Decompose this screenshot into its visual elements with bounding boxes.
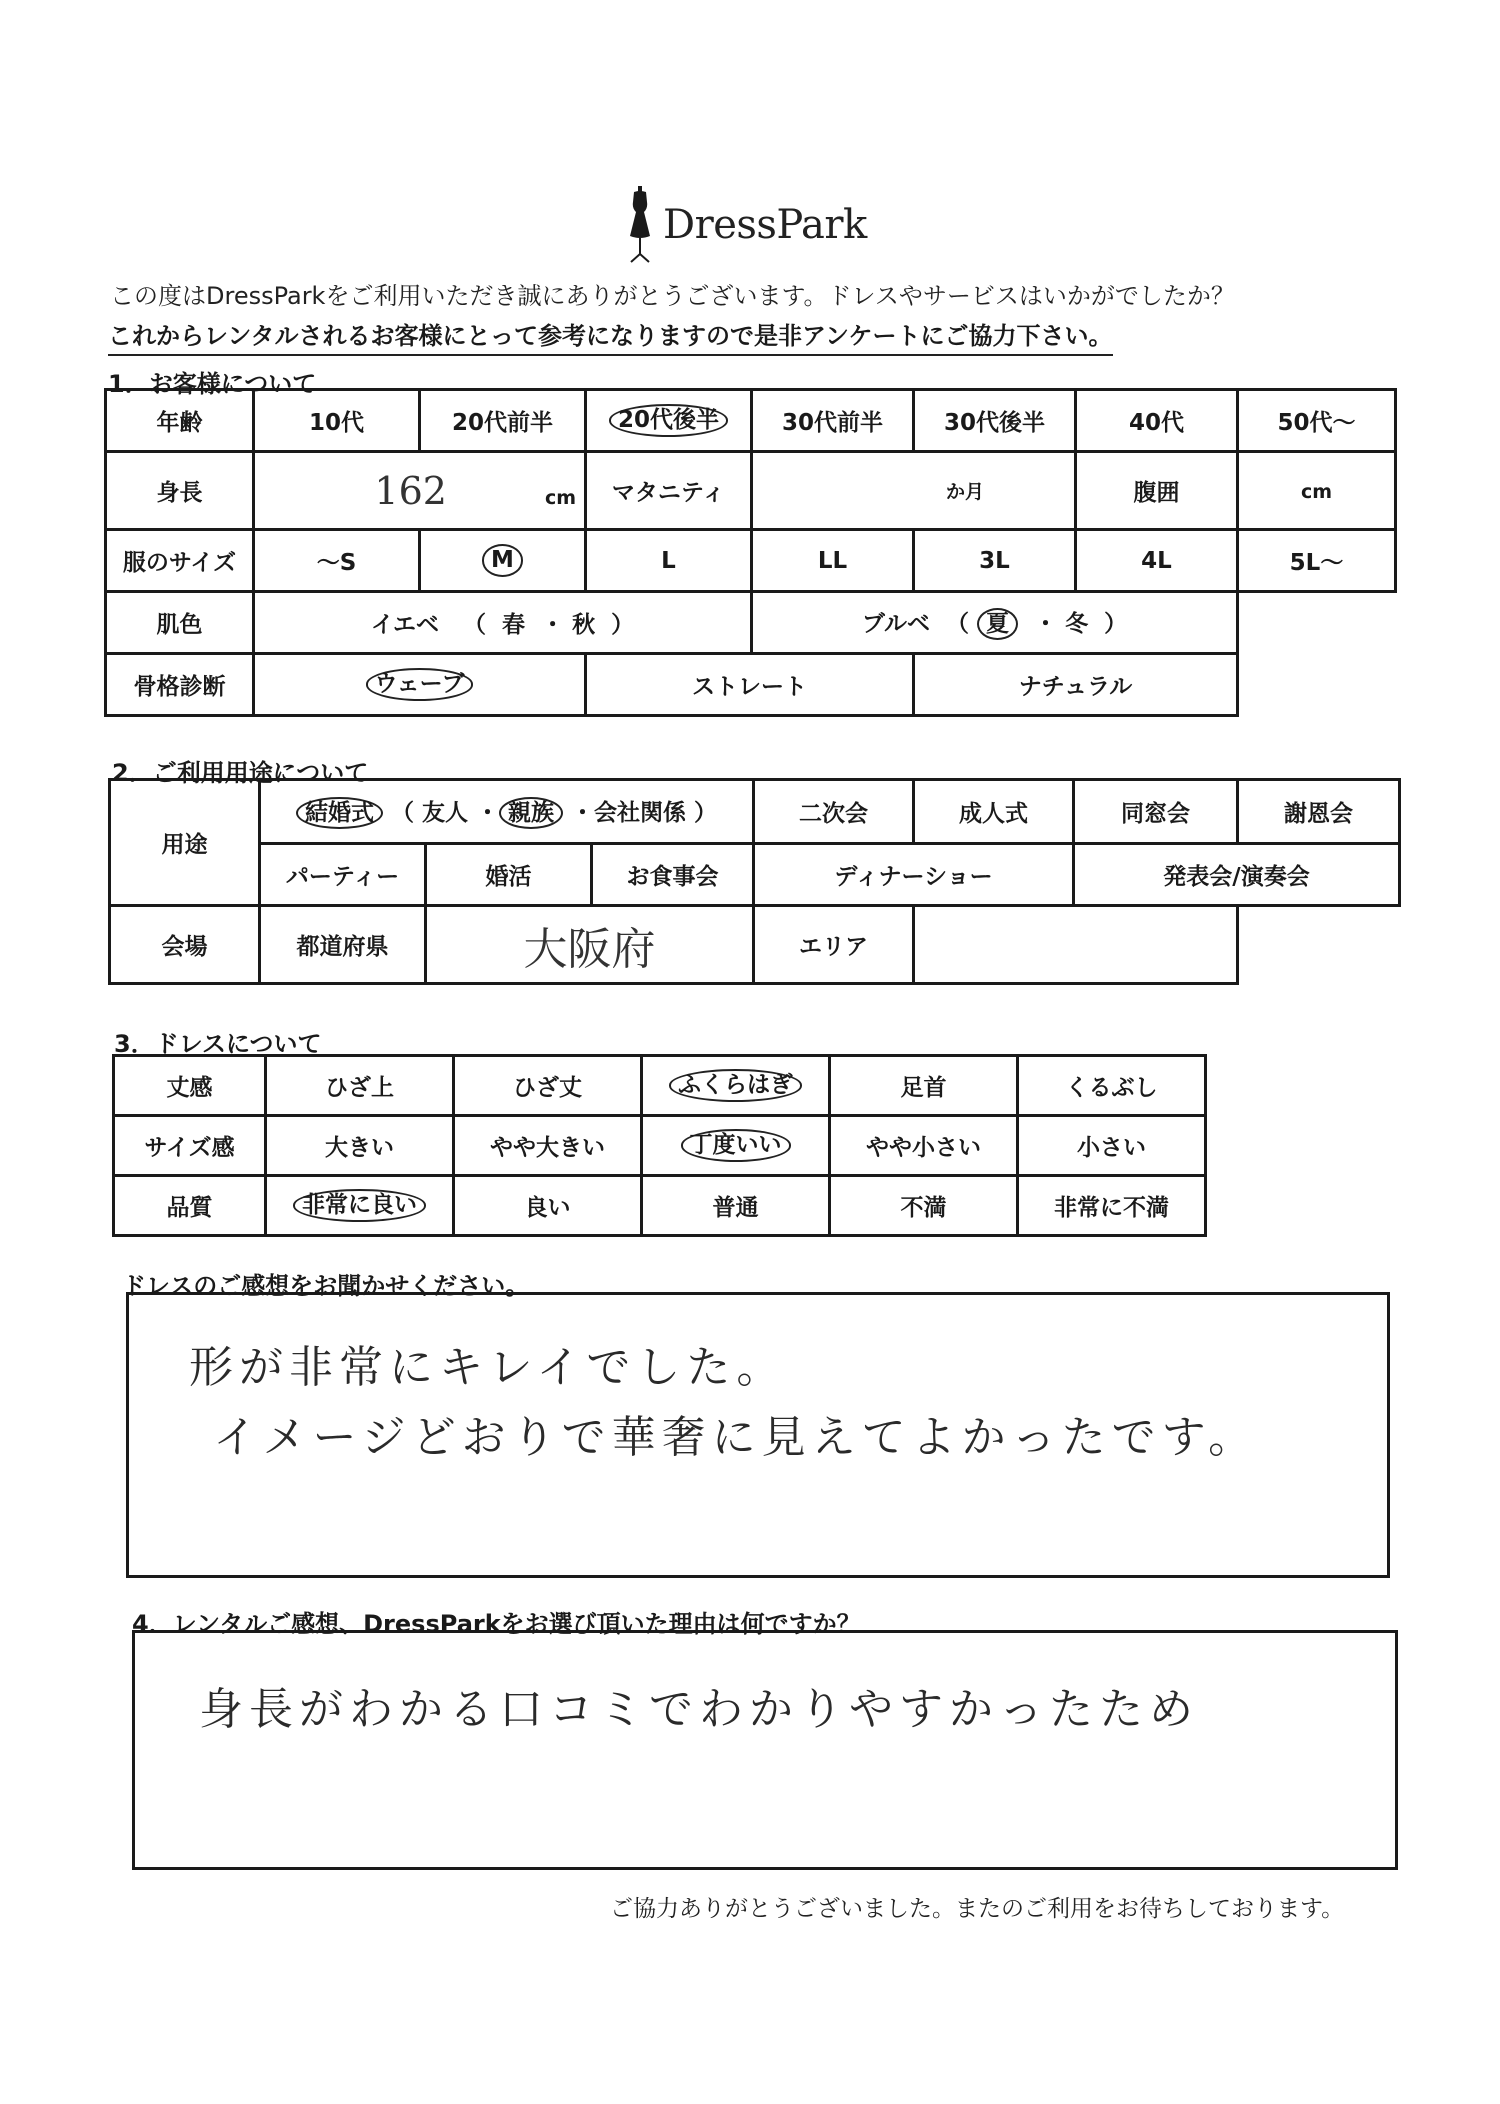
purpose-option[interactable]: パーティー <box>260 844 426 906</box>
frame-label: 骨格診断 <box>106 654 254 716</box>
purpose-option[interactable]: 同窓会 <box>1074 780 1238 844</box>
yellow-base-option[interactable]: イエベ （ 春 ・ 秋 ） <box>254 592 752 654</box>
empty-cell <box>1238 906 1400 984</box>
prefecture-label: 都道府県 <box>260 906 426 984</box>
brand-logo <box>625 180 867 270</box>
purpose-option[interactable]: 婚活 <box>426 844 592 906</box>
waist-label: 腹囲 <box>1076 452 1238 530</box>
height-row <box>106 452 1396 530</box>
frame-option[interactable]: ナチュラル <box>914 654 1238 716</box>
maternity-label: マタニティ <box>586 452 752 530</box>
section3-title: 3．ドレスについて <box>114 1030 322 1058</box>
age-option[interactable]: 10代 <box>254 390 420 452</box>
size-option[interactable]: ～S <box>254 530 420 592</box>
dress-form-icon <box>625 186 655 264</box>
quality-option[interactable]: 非常に不満 <box>1018 1176 1206 1236</box>
impressions-box[interactable] <box>126 1292 1390 1578</box>
selection-circle: 20代後半 <box>609 404 728 436</box>
area-field[interactable] <box>914 906 1238 984</box>
quality-label: 品質 <box>114 1176 266 1236</box>
waist-field[interactable] <box>1238 452 1396 530</box>
fit-option-selected[interactable] <box>642 1116 830 1176</box>
skin-row <box>106 592 1396 654</box>
spring-option[interactable]: 春 <box>502 612 526 638</box>
fit-option[interactable]: 小さい <box>1018 1116 1206 1176</box>
intro-text: この度はDressParkをご利用いただき誠にありがとうございます。ドレスやサービスはいかがでしたか？ <box>110 282 1235 310</box>
purpose-option[interactable]: 発表会/演奏会 <box>1074 844 1400 906</box>
impressions-line-1: 形が非常にキレイでした。 <box>189 1342 787 1393</box>
age-label: 年齢 <box>106 390 254 452</box>
fit-row <box>114 1116 1206 1176</box>
size-option[interactable]: 3L <box>914 530 1076 592</box>
reason-answer: 身長がわかる口コミでわかりやすかったため <box>199 1684 1199 1735</box>
waist-unit: cm <box>1300 480 1333 503</box>
age-option[interactable]: 30代後半 <box>914 390 1076 452</box>
height-field[interactable] <box>254 452 586 530</box>
usage-table <box>108 778 1401 985</box>
age-row <box>106 390 1396 452</box>
selection-circle: 非常に良い <box>293 1189 426 1221</box>
age-option-selected[interactable] <box>586 390 752 452</box>
purpose-option[interactable]: 謝恩会 <box>1238 780 1400 844</box>
age-option[interactable]: 40代 <box>1076 390 1238 452</box>
summer-option-selected[interactable]: 夏 <box>977 608 1018 640</box>
height-label: 身長 <box>106 452 254 530</box>
area-label: エリア <box>754 906 914 984</box>
selection-circle: ウェーブ <box>366 668 474 700</box>
fit-label: サイズ感 <box>114 1116 266 1176</box>
autumn-option[interactable]: 秋 <box>572 612 596 638</box>
blue-base-label: ブルベ <box>861 610 930 637</box>
purpose-option[interactable]: ディナーショー <box>754 844 1074 906</box>
winter-option[interactable]: 冬 <box>1065 610 1089 637</box>
length-row <box>114 1056 1206 1116</box>
quality-row <box>114 1176 1206 1236</box>
frame-option-selected[interactable] <box>254 654 586 716</box>
length-option[interactable]: 足首 <box>830 1056 1018 1116</box>
quality-option[interactable]: 良い <box>454 1176 642 1236</box>
section4-title: 4．レンタルご感想、DressParkをお選び頂いた理由は何ですか？ <box>132 1610 861 1638</box>
blue-base-option[interactable]: ブルベ （ 夏 ・ 冬 ） <box>752 592 1238 654</box>
age-option[interactable]: 30代前半 <box>752 390 914 452</box>
length-option[interactable]: くるぶし <box>1018 1056 1206 1116</box>
quality-option[interactable]: 普通 <box>642 1176 830 1236</box>
relative-option-selected[interactable]: 親族 <box>499 797 563 829</box>
empty-cell <box>1238 654 1396 716</box>
wedding-selected: 結婚式 <box>296 797 383 829</box>
length-option[interactable]: ひざ丈 <box>454 1056 642 1116</box>
venue-label: 会場 <box>110 906 260 984</box>
request-text: これからレンタルされるお客様にとって参考になりますので是非アンケートにご協力下さい。 <box>108 316 1113 356</box>
purpose-label: 用途 <box>110 780 260 906</box>
venue-row <box>110 906 1400 984</box>
dress-table <box>112 1054 1207 1237</box>
customer-table <box>104 388 1397 717</box>
size-row <box>106 530 1396 592</box>
size-option[interactable]: L <box>586 530 752 592</box>
size-option[interactable]: LL <box>752 530 914 592</box>
size-label: 服のサイズ <box>106 530 254 592</box>
length-option[interactable]: ひざ上 <box>266 1056 454 1116</box>
fit-option[interactable]: 大きい <box>266 1116 454 1176</box>
length-option-selected[interactable] <box>642 1056 830 1116</box>
prefecture-field[interactable] <box>426 906 754 984</box>
selection-circle: ふくらはぎ <box>669 1069 802 1101</box>
age-option[interactable]: 50代～ <box>1238 390 1396 452</box>
section1-title: 1．お客様について <box>108 370 317 398</box>
size-option[interactable]: 5L～ <box>1238 530 1396 592</box>
selection-circle: 丁度いい <box>681 1129 791 1161</box>
company-option[interactable]: 会社関係 <box>594 799 687 826</box>
maternity-field[interactable] <box>752 452 1076 530</box>
prefecture-value: 大阪府 <box>523 923 656 975</box>
impressions-prompt: ドレスのご感想をお聞かせください。 <box>122 1272 530 1300</box>
frame-option[interactable]: ストレート <box>586 654 914 716</box>
size-option-selected[interactable] <box>420 530 586 592</box>
purpose-option[interactable]: お食事会 <box>592 844 754 906</box>
impressions-line-2: イメージどおりで華奢に見えてよかったです。 <box>213 1412 1259 1463</box>
selection-circle: M <box>482 544 523 576</box>
empty-cell <box>1238 592 1396 654</box>
fit-option[interactable]: やや大きい <box>454 1116 642 1176</box>
height-unit: cm <box>544 486 576 509</box>
size-option[interactable]: 4L <box>1076 530 1238 592</box>
purpose-row-2 <box>110 844 1400 906</box>
purpose-option[interactable]: 成人式 <box>914 780 1074 844</box>
section2-title: 2．ご利用用途について <box>112 759 369 787</box>
frame-row <box>106 654 1396 716</box>
reason-box[interactable] <box>132 1630 1398 1870</box>
wedding-option[interactable]: 結婚式 （ 友人 ・ 親族 ・会社関係 ） <box>260 780 754 844</box>
quality-option[interactable]: 不満 <box>830 1176 1018 1236</box>
height-value: 162 <box>374 468 447 513</box>
length-label: 丈感 <box>114 1056 266 1116</box>
maternity-unit: か月 <box>945 481 984 503</box>
quality-option-selected[interactable] <box>266 1176 454 1236</box>
purpose-row-1 <box>110 780 1400 844</box>
fit-option[interactable]: やや小さい <box>830 1116 1018 1176</box>
skin-label: 肌色 <box>106 592 254 654</box>
friend-option[interactable]: 友人 <box>421 799 468 826</box>
closing-thanks: ご協力ありがとうございました。またのご利用をお待ちしております。 <box>610 1896 1345 1922</box>
yellow-base-label: イエベ <box>370 612 439 638</box>
age-option[interactable]: 20代前半 <box>420 390 586 452</box>
purpose-option[interactable]: 二次会 <box>754 780 914 844</box>
brand-name: DressPark <box>663 202 867 248</box>
